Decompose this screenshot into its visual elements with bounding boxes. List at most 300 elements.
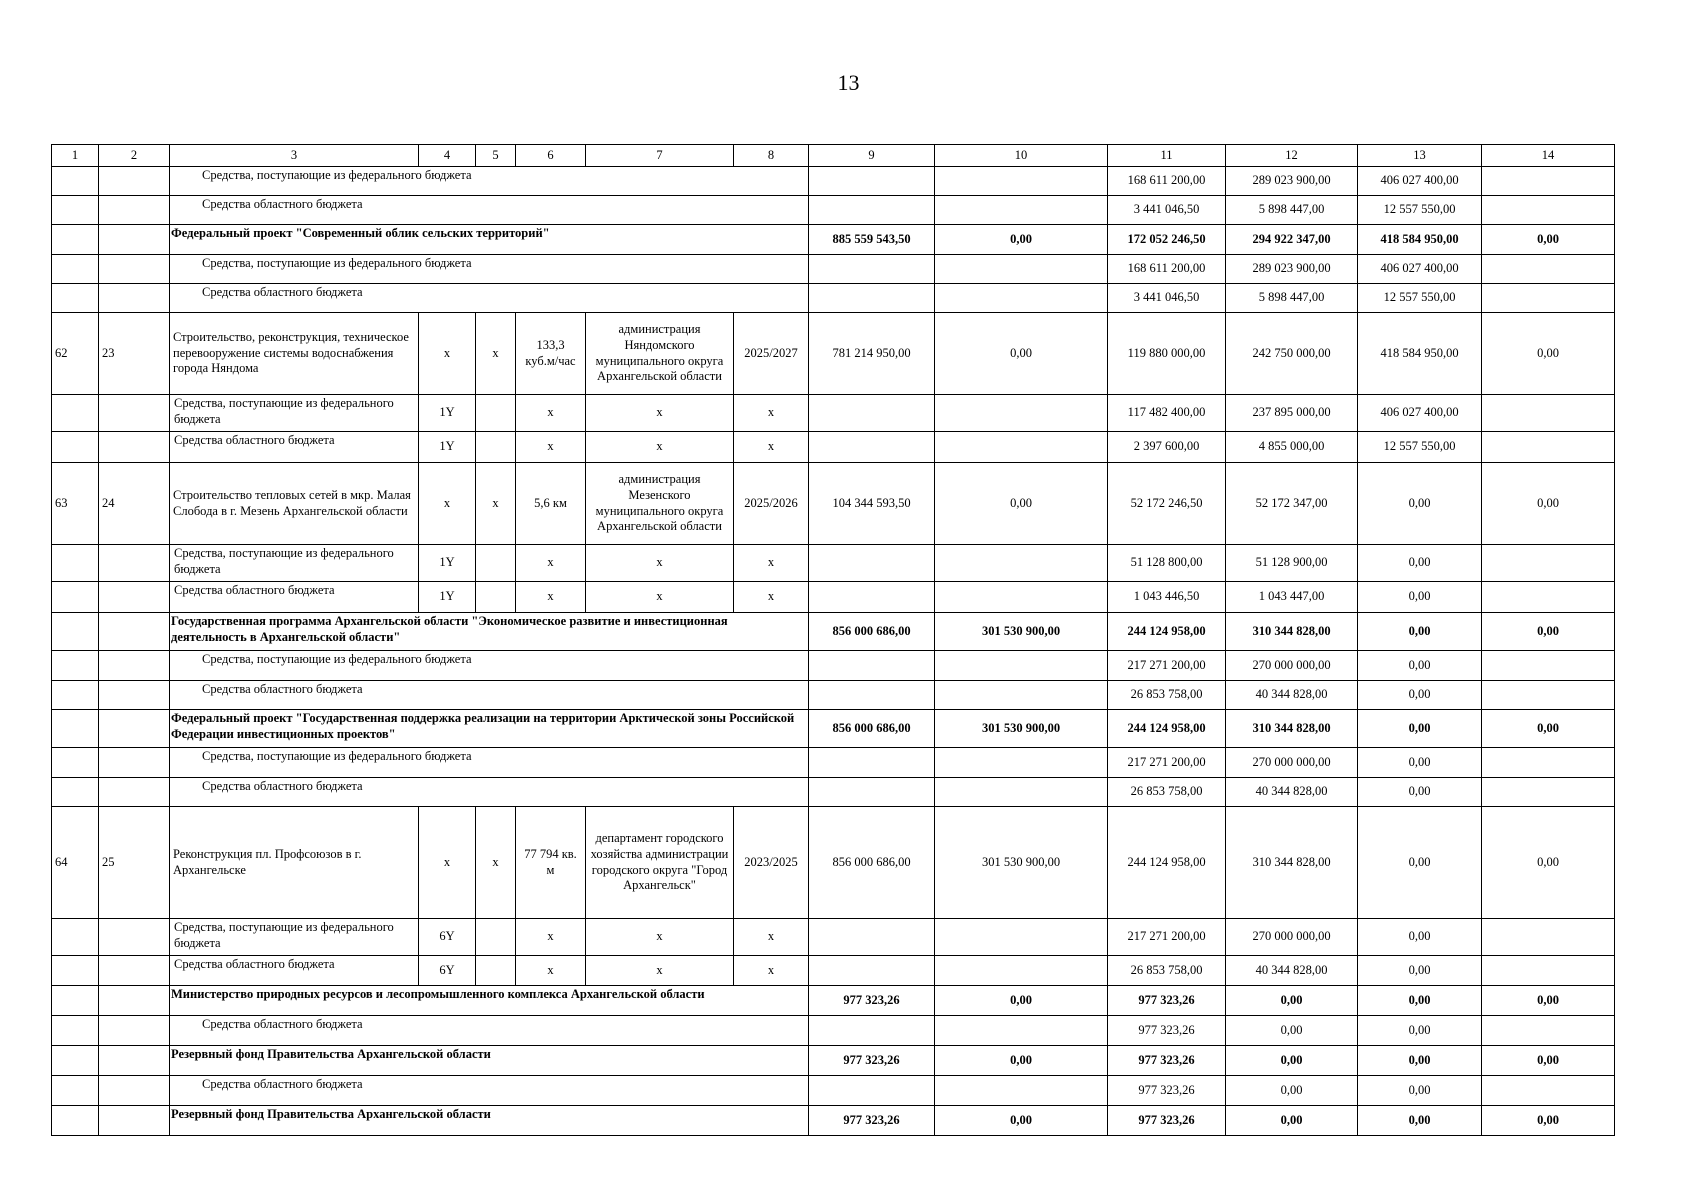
cell-1: [52, 778, 99, 807]
amount-11: 244 124 958,00: [1108, 807, 1226, 919]
amount-13: 0,00: [1358, 1016, 1482, 1046]
amount-9: [809, 651, 935, 681]
cell-2: [99, 1106, 170, 1136]
code-5: [476, 956, 516, 986]
cell-1: [52, 986, 99, 1016]
code-4: x: [419, 313, 476, 395]
cell-1: [52, 582, 99, 613]
amount-9: 977 323,26: [809, 1106, 935, 1136]
column-header-row: [52, 145, 1615, 167]
amount-12: 310 344 828,00: [1226, 613, 1358, 651]
amount-11: 51 128 800,00: [1108, 545, 1226, 582]
amount-13: 0,00: [1358, 681, 1482, 710]
code-4: 1Y: [419, 582, 476, 613]
amount-11: 26 853 758,00: [1108, 681, 1226, 710]
amount-11: 3 441 046,50: [1108, 284, 1226, 313]
amount-10: [935, 284, 1108, 313]
code-5: x: [476, 463, 516, 545]
amount-9: [809, 748, 935, 778]
amount-11: 1 043 446,50: [1108, 582, 1226, 613]
cell-1: [52, 395, 99, 432]
cell-1: [52, 1106, 99, 1136]
code-5: [476, 432, 516, 463]
amount-13: 0,00: [1358, 919, 1482, 956]
amount-12: 52 172 347,00: [1226, 463, 1358, 545]
funding-source-row: [52, 284, 1615, 313]
page-number: 13: [837, 70, 860, 95]
amount-9: [809, 432, 935, 463]
amount-10: 0,00: [935, 313, 1108, 395]
responsible-body: администрация Мезенского муниципального округа Архангельской области: [586, 463, 734, 545]
amount-13: 0,00: [1358, 582, 1482, 613]
capacity: 133,3 куб.м/час: [516, 313, 586, 395]
amount-12: 0,00: [1226, 1016, 1358, 1046]
project-row: [52, 313, 1615, 395]
amount-11: 244 124 958,00: [1108, 613, 1226, 651]
column-header: 11: [1108, 145, 1226, 167]
amount-14: [1482, 582, 1615, 613]
amount-12: 289 023 900,00: [1226, 167, 1358, 196]
amount-11: 244 124 958,00: [1108, 710, 1226, 748]
capacity: x: [516, 582, 586, 613]
capacity: x: [516, 545, 586, 582]
amount-12: 310 344 828,00: [1226, 710, 1358, 748]
amount-12: 242 750 000,00: [1226, 313, 1358, 395]
section-title: Министерство природных ресурсов и лесопромышленного комплекса Архангельской области: [170, 986, 809, 1016]
amount-12: 0,00: [1226, 1106, 1358, 1136]
amount-14: 0,00: [1482, 313, 1615, 395]
column-header: 4: [419, 145, 476, 167]
funding-source-row: [52, 748, 1615, 778]
project-funding-row: [52, 545, 1615, 582]
budget-table: [51, 144, 1615, 1136]
project-row: [52, 463, 1615, 545]
amount-12: 237 895 000,00: [1226, 395, 1358, 432]
amount-9: 781 214 950,00: [809, 313, 935, 395]
responsible-body: администрация Няндомского муниципального округа Архангельской области: [586, 313, 734, 395]
column-header: 2: [99, 145, 170, 167]
amount-13: 0,00: [1358, 956, 1482, 986]
amount-13: 406 027 400,00: [1358, 255, 1482, 284]
cell-2: [99, 956, 170, 986]
amount-9: 856 000 686,00: [809, 613, 935, 651]
funding-source-label: Средства, поступающие из федерального бюджета: [170, 919, 419, 956]
column-header: 5: [476, 145, 516, 167]
responsible-body: x: [586, 956, 734, 986]
funding-source-label: Средства, поступающие из федерального бюджета: [170, 167, 809, 196]
amount-13: 406 027 400,00: [1358, 167, 1482, 196]
amount-10: [935, 196, 1108, 225]
amount-9: 977 323,26: [809, 1046, 935, 1076]
funding-source-row: [52, 255, 1615, 284]
amount-13: 0,00: [1358, 613, 1482, 651]
code-4: 6Y: [419, 919, 476, 956]
funding-source-row: [52, 681, 1615, 710]
amount-9: [809, 395, 935, 432]
section-total-row: [52, 1046, 1615, 1076]
amount-9: [809, 167, 935, 196]
section-total-row: [52, 225, 1615, 255]
amount-13: 0,00: [1358, 1046, 1482, 1076]
funding-source-row: [52, 651, 1615, 681]
section-title: Государственная программа Архангельской области "Экономическое развитие и инвестиционная деятельность в Архангельской области": [170, 613, 809, 651]
amount-11: 977 323,26: [1108, 986, 1226, 1016]
code-4: x: [419, 463, 476, 545]
amount-12: 310 344 828,00: [1226, 807, 1358, 919]
code-5: [476, 395, 516, 432]
amount-13: 0,00: [1358, 986, 1482, 1016]
cell-2: [99, 582, 170, 613]
amount-14: [1482, 919, 1615, 956]
amount-9: [809, 919, 935, 956]
section-total-row: [52, 710, 1615, 748]
code-5: [476, 919, 516, 956]
column-header: 8: [734, 145, 809, 167]
period: 2023/2025: [734, 807, 809, 919]
amount-9: [809, 956, 935, 986]
amount-13: 12 557 550,00: [1358, 196, 1482, 225]
amount-11: 52 172 246,50: [1108, 463, 1226, 545]
amount-11: 3 441 046,50: [1108, 196, 1226, 225]
amount-9: [809, 1016, 935, 1046]
amount-11: 977 323,26: [1108, 1076, 1226, 1106]
cell-1: [52, 225, 99, 255]
amount-14: [1482, 1076, 1615, 1106]
amount-9: 856 000 686,00: [809, 807, 935, 919]
amount-12: 0,00: [1226, 986, 1358, 1016]
amount-13: 0,00: [1358, 778, 1482, 807]
amount-10: 0,00: [935, 463, 1108, 545]
period: x: [734, 432, 809, 463]
cell-2: [99, 710, 170, 748]
amount-13: 418 584 950,00: [1358, 225, 1482, 255]
capacity: x: [516, 919, 586, 956]
capacity: 77 794 кв. м: [516, 807, 586, 919]
amount-12: 270 000 000,00: [1226, 651, 1358, 681]
amount-10: [935, 255, 1108, 284]
amount-13: 406 027 400,00: [1358, 395, 1482, 432]
section-total-row: [52, 986, 1615, 1016]
amount-14: [1482, 956, 1615, 986]
capacity: x: [516, 956, 586, 986]
code-4: 6Y: [419, 956, 476, 986]
cell-1: [52, 919, 99, 956]
project-funding-row: [52, 582, 1615, 613]
funding-source-label: Средства областного бюджета: [170, 284, 809, 313]
code-4: x: [419, 807, 476, 919]
column-header: 14: [1482, 145, 1615, 167]
item-number: 25: [99, 807, 170, 919]
section-total-row: [52, 613, 1615, 651]
amount-11: 168 611 200,00: [1108, 167, 1226, 196]
cell-1: [52, 167, 99, 196]
amount-10: 0,00: [935, 1046, 1108, 1076]
amount-13: 12 557 550,00: [1358, 432, 1482, 463]
amount-11: 119 880 000,00: [1108, 313, 1226, 395]
project-name: Реконструкция пл. Профсоюзов в г. Архангельске: [170, 807, 419, 919]
cell-2: [99, 225, 170, 255]
funding-source-label: Средства областного бюджета: [170, 956, 419, 986]
funding-source-label: Средства, поступающие из федерального бюджета: [170, 395, 419, 432]
funding-source-label: Средства, поступающие из федерального бюджета: [170, 545, 419, 582]
capacity: x: [516, 432, 586, 463]
period: x: [734, 545, 809, 582]
amount-14: [1482, 432, 1615, 463]
amount-12: 0,00: [1226, 1076, 1358, 1106]
amount-11: 26 853 758,00: [1108, 778, 1226, 807]
funding-source-label: Средства областного бюджета: [170, 778, 809, 807]
amount-13: 418 584 950,00: [1358, 313, 1482, 395]
code-5: [476, 582, 516, 613]
amount-11: 168 611 200,00: [1108, 255, 1226, 284]
amount-11: 977 323,26: [1108, 1046, 1226, 1076]
amount-10: [935, 1076, 1108, 1106]
amount-10: [935, 956, 1108, 986]
amount-12: 270 000 000,00: [1226, 748, 1358, 778]
amount-9: [809, 196, 935, 225]
section-title: Федеральный проект "Государственная поддержка реализации на территории Арктической зоны Российской Федерации инвестиционных проектов": [170, 710, 809, 748]
cell-2: [99, 432, 170, 463]
amount-12: 40 344 828,00: [1226, 956, 1358, 986]
cell-1: [52, 432, 99, 463]
amount-14: 0,00: [1482, 807, 1615, 919]
project-row: [52, 807, 1615, 919]
project-funding-row: [52, 956, 1615, 986]
amount-11: 172 052 246,50: [1108, 225, 1226, 255]
amount-10: 301 530 900,00: [935, 807, 1108, 919]
cell-1: [52, 284, 99, 313]
cell-2: [99, 545, 170, 582]
cell-2: [99, 748, 170, 778]
amount-11: 977 323,26: [1108, 1016, 1226, 1046]
code-4: 1Y: [419, 432, 476, 463]
funding-source-label: Средства областного бюджета: [170, 582, 419, 613]
row-number: 64: [52, 807, 99, 919]
project-funding-row: [52, 395, 1615, 432]
period: 2025/2026: [734, 463, 809, 545]
item-number: 23: [99, 313, 170, 395]
column-header: 7: [586, 145, 734, 167]
funding-source-label: Средства областного бюджета: [170, 196, 809, 225]
cell-2: [99, 1076, 170, 1106]
amount-9: [809, 255, 935, 284]
cell-1: [52, 681, 99, 710]
amount-14: [1482, 255, 1615, 284]
amount-10: [935, 395, 1108, 432]
amount-13: 0,00: [1358, 1106, 1482, 1136]
amount-14: 0,00: [1482, 463, 1615, 545]
project-funding-row: [52, 432, 1615, 463]
amount-14: 0,00: [1482, 225, 1615, 255]
row-number: 62: [52, 313, 99, 395]
funding-source-label: Средства областного бюджета: [170, 1076, 809, 1106]
amount-9: 104 344 593,50: [809, 463, 935, 545]
amount-11: 217 271 200,00: [1108, 748, 1226, 778]
cell-2: [99, 613, 170, 651]
amount-12: 40 344 828,00: [1226, 681, 1358, 710]
period: x: [734, 956, 809, 986]
amount-14: 0,00: [1482, 613, 1615, 651]
project-funding-row: [52, 919, 1615, 956]
amount-10: 0,00: [935, 1106, 1108, 1136]
amount-10: [935, 1016, 1108, 1046]
responsible-body: x: [586, 545, 734, 582]
cell-1: [52, 613, 99, 651]
amount-9: [809, 545, 935, 582]
amount-14: 0,00: [1482, 1046, 1615, 1076]
funding-source-row: [52, 778, 1615, 807]
amount-14: [1482, 651, 1615, 681]
amount-12: 5 898 447,00: [1226, 284, 1358, 313]
cell-1: [52, 1016, 99, 1046]
code-5: [476, 545, 516, 582]
column-header: 1: [52, 145, 99, 167]
cell-2: [99, 395, 170, 432]
cell-2: [99, 196, 170, 225]
amount-11: 977 323,26: [1108, 1106, 1226, 1136]
amount-14: [1482, 395, 1615, 432]
amount-12: 40 344 828,00: [1226, 778, 1358, 807]
amount-10: [935, 432, 1108, 463]
amount-12: 289 023 900,00: [1226, 255, 1358, 284]
section-title: Резервный фонд Правительства Архангельской области: [170, 1106, 809, 1136]
amount-10: [935, 778, 1108, 807]
amount-14: [1482, 167, 1615, 196]
cell-1: [52, 710, 99, 748]
amount-13: 0,00: [1358, 710, 1482, 748]
amount-12: 294 922 347,00: [1226, 225, 1358, 255]
amount-12: 5 898 447,00: [1226, 196, 1358, 225]
amount-10: [935, 919, 1108, 956]
code-5: x: [476, 807, 516, 919]
funding-source-label: Средства областного бюджета: [170, 432, 419, 463]
amount-14: 0,00: [1482, 710, 1615, 748]
cell-2: [99, 255, 170, 284]
amount-12: 51 128 900,00: [1226, 545, 1358, 582]
amount-13: 0,00: [1358, 807, 1482, 919]
funding-source-label: Средства областного бюджета: [170, 1016, 809, 1046]
section-total-row: [52, 1106, 1615, 1136]
amount-14: [1482, 681, 1615, 710]
amount-9: [809, 1076, 935, 1106]
amount-12: 0,00: [1226, 1046, 1358, 1076]
cell-2: [99, 986, 170, 1016]
amount-10: 0,00: [935, 225, 1108, 255]
column-header: 13: [1358, 145, 1482, 167]
amount-9: 856 000 686,00: [809, 710, 935, 748]
project-name: Строительство, реконструкция, техническое перевооружение системы водоснабжения города Няндома: [170, 313, 419, 395]
code-4: 1Y: [419, 545, 476, 582]
amount-9: [809, 284, 935, 313]
funding-source-label: Средства, поступающие из федерального бюджета: [170, 748, 809, 778]
amount-10: [935, 582, 1108, 613]
funding-source-row: [52, 1076, 1615, 1106]
amount-10: [935, 167, 1108, 196]
amount-14: 0,00: [1482, 1106, 1615, 1136]
cell-1: [52, 748, 99, 778]
column-header: 3: [170, 145, 419, 167]
responsible-body: x: [586, 919, 734, 956]
column-header: 6: [516, 145, 586, 167]
amount-14: [1482, 1016, 1615, 1046]
cell-2: [99, 651, 170, 681]
cell-1: [52, 545, 99, 582]
responsible-body: x: [586, 432, 734, 463]
cell-2: [99, 919, 170, 956]
amount-10: [935, 681, 1108, 710]
amount-10: [935, 748, 1108, 778]
amount-14: [1482, 748, 1615, 778]
amount-10: 301 530 900,00: [935, 613, 1108, 651]
amount-9: [809, 778, 935, 807]
project-name: Строительство тепловых сетей в мкр. Малая Слобода в г. Мезень Архангельской области: [170, 463, 419, 545]
amount-11: 2 397 600,00: [1108, 432, 1226, 463]
amount-10: 0,00: [935, 986, 1108, 1016]
funding-source-label: Средства областного бюджета: [170, 681, 809, 710]
amount-12: 270 000 000,00: [1226, 919, 1358, 956]
cell-2: [99, 284, 170, 313]
amount-12: 1 043 447,00: [1226, 582, 1358, 613]
period: 2025/2027: [734, 313, 809, 395]
amount-13: 12 557 550,00: [1358, 284, 1482, 313]
funding-source-label: Средства, поступающие из федерального бюджета: [170, 651, 809, 681]
section-title: Федеральный проект "Современный облик сельских территорий": [170, 225, 809, 255]
amount-14: [1482, 778, 1615, 807]
amount-11: 217 271 200,00: [1108, 919, 1226, 956]
amount-13: 0,00: [1358, 1076, 1482, 1106]
amount-13: 0,00: [1358, 545, 1482, 582]
amount-12: 4 855 000,00: [1226, 432, 1358, 463]
funding-source-row: [52, 1016, 1615, 1046]
cell-1: [52, 1046, 99, 1076]
cell-2: [99, 681, 170, 710]
period: x: [734, 919, 809, 956]
column-header: 9: [809, 145, 935, 167]
cell-1: [52, 255, 99, 284]
amount-10: [935, 545, 1108, 582]
capacity: x: [516, 395, 586, 432]
amount-10: 301 530 900,00: [935, 710, 1108, 748]
amount-14: [1482, 284, 1615, 313]
item-number: 24: [99, 463, 170, 545]
amount-9: 885 559 543,50: [809, 225, 935, 255]
code-4: 1Y: [419, 395, 476, 432]
cell-1: [52, 196, 99, 225]
funding-source-row: [52, 167, 1615, 196]
period: x: [734, 395, 809, 432]
amount-13: 0,00: [1358, 463, 1482, 545]
cell-1: [52, 1076, 99, 1106]
column-header: 10: [935, 145, 1108, 167]
cell-1: [52, 651, 99, 681]
funding-source-row: [52, 196, 1615, 225]
section-title: Резервный фонд Правительства Архангельской области: [170, 1046, 809, 1076]
cell-2: [99, 778, 170, 807]
code-5: x: [476, 313, 516, 395]
period: x: [734, 582, 809, 613]
amount-14: [1482, 545, 1615, 582]
column-header: 12: [1226, 145, 1358, 167]
amount-9: [809, 582, 935, 613]
amount-11: 117 482 400,00: [1108, 395, 1226, 432]
amount-13: 0,00: [1358, 748, 1482, 778]
responsible-body: департамент городского хозяйства администрации городского округа "Город Архангельск": [586, 807, 734, 919]
amount-10: [935, 651, 1108, 681]
funding-source-label: Средства, поступающие из федерального бюджета: [170, 255, 809, 284]
responsible-body: x: [586, 395, 734, 432]
cell-1: [52, 956, 99, 986]
row-number: 63: [52, 463, 99, 545]
